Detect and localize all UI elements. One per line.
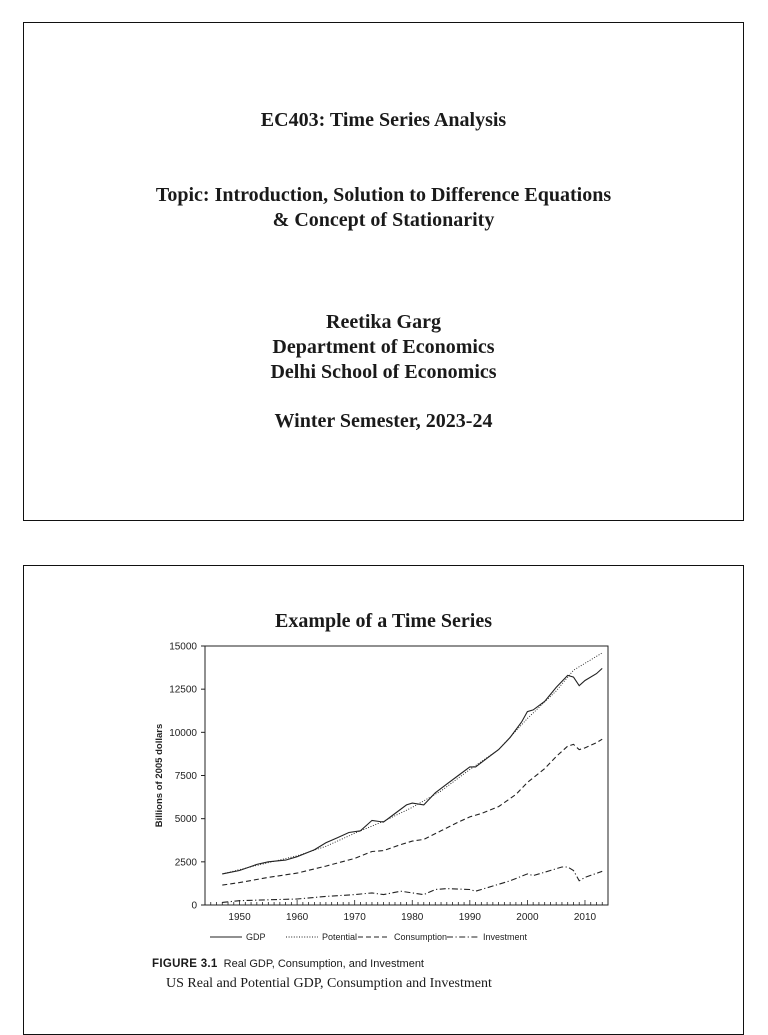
y-tick-label: 12500 (169, 684, 197, 696)
legend-label-gdp: GDP (246, 932, 266, 942)
x-tick-label: 1970 (343, 912, 366, 923)
x-tick-label: 2000 (516, 912, 539, 923)
title-slide (23, 22, 744, 521)
y-tick-label: 5000 (174, 814, 197, 826)
topic-line-2: & Concept of Stationarity (272, 209, 495, 231)
legend-label-investment: Investment (483, 932, 528, 942)
legend-label-potential: Potential (322, 932, 358, 942)
y-tick-label: 7500 (174, 771, 197, 782)
chart-slide (23, 565, 744, 1035)
legend-label-consumption: Consumption (394, 932, 448, 942)
series-line-gdp (222, 668, 602, 874)
figure-caption (152, 958, 424, 970)
time-series-chart (24, 566, 745, 956)
y-tick-label: 15000 (169, 641, 197, 653)
figure-label: FIGURE 3.1 (152, 958, 218, 970)
series-line-consumption (222, 739, 602, 885)
chart-slide-heading: Example of a Time Series (274, 610, 493, 632)
x-tick-label: 1990 (458, 912, 481, 923)
y-axis-label: Billions of 2005 dollars (154, 723, 165, 828)
plot-frame (205, 646, 608, 905)
x-tick-label: 2010 (573, 912, 597, 923)
school-name: Delhi School of Economics (270, 361, 497, 383)
x-tick-label: 1950 (228, 912, 251, 923)
topic-line-1: Topic: Introduction, Solution to Difference Equations (155, 184, 612, 206)
y-tick-label: 0 (191, 900, 197, 912)
department-name: Department of Economics (272, 336, 495, 358)
series-line-investment (222, 867, 602, 902)
x-tick-label: 1960 (285, 912, 309, 923)
x-tick-label: 1980 (401, 912, 424, 923)
y-tick-label: 2500 (174, 857, 197, 869)
y-tick-label: 10000 (169, 727, 197, 739)
figure-caption-text: Real GDP, Consumption, and Investment (223, 958, 424, 970)
figure-subcaption: US Real and Potential GDP, Consumption and Investment (166, 976, 492, 991)
author-name: Reetika Garg (326, 311, 441, 333)
course-title: EC403: Time Series Analysis (260, 109, 507, 131)
semester-label: Winter Semester, 2023-24 (274, 410, 493, 432)
